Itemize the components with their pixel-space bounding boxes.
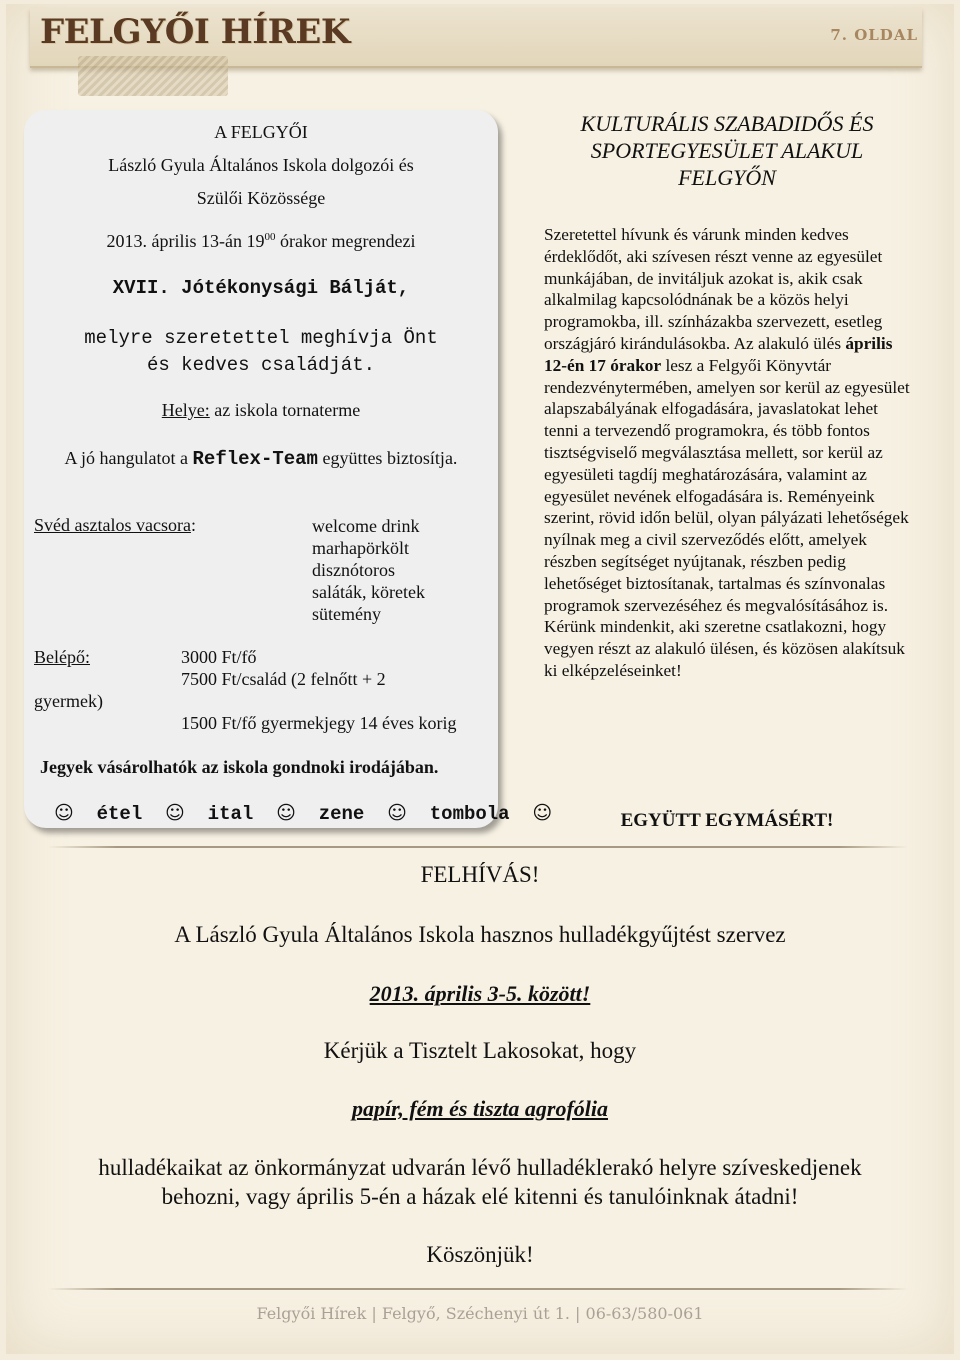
- band-name: Reflex-Team: [192, 448, 318, 470]
- buffet-item: marhapörkölt: [312, 538, 409, 558]
- club-article-title: KULTURÁLIS SZABADIDŐS ÉS SPORTEGYESÜLET ALAKUL FELGYŐN: [580, 111, 874, 190]
- call-line-1: A László Gyula Általános Iskola hasznos hulladékgyűjtést szervez: [174, 922, 786, 947]
- org-line-1: A FELGYŐI: [214, 122, 308, 142]
- buffet-colon: :: [190, 515, 196, 535]
- club-body-part-2: lesz a Felgyői Könyvtár rendezvénytermében, amelyen sor kerül az egyesület alapszabályának elfogadására, javaslatokat lehet tenni a tervezendő programokra, és több fontos tisztségviselő megválasztása mellett, sor kerül az egyesületi tagdíj meghatározására, valamint az egyesület nevének elfogadására is. Reményeink szerint, rövid időn belül, olyan pályázati lehetőségek nyílnak meg a civil szerveződés előtt, amelyek részben segítséget nyújtanak, részben pedig lehetőséget biztosítanak, tartalmas és színvonalas programok szervezéséhez és megvalósításához is. Kérünk mindenkit, aki szeretne csatlakozni, hogy vegyen részt az alakuló ülésen, és közösen alakítsuk ki elképzeléseinket!: [544, 355, 910, 680]
- price-family-cont: gyermek): [34, 691, 103, 711]
- footer-contact: Felgyői Hírek | Felgyő, Széchenyi út 1. | 06-63/580-061: [256, 1304, 704, 1323]
- buffet-item: disznótoros: [312, 560, 395, 580]
- call-line-4: behozni, vagy április 5-én a házak elé kitenni és tanulóinknak átadni!: [161, 1184, 799, 1209]
- org-line-2: László Gyula Általános Iskola dolgozói és: [108, 155, 414, 175]
- smiley-icon: ☺: [532, 802, 553, 824]
- event-date-sup: 00: [264, 231, 276, 243]
- event-name: XVII. Jótékonysági Bálját,: [112, 277, 410, 299]
- music-line: [24, 448, 498, 470]
- feature-food: étel: [96, 803, 143, 825]
- venue-label: Helye:: [161, 400, 210, 420]
- feature-music: zene: [318, 803, 365, 825]
- call-line-3: hulladékaikat az önkormányzat udvarán lévő hulladéklerakó helyre szíveskedjenek: [98, 1155, 862, 1180]
- event-date-main: 2013. április 13-án 19: [106, 231, 265, 251]
- price-family: 7500 Ft/család (2 felnőtt + 2: [181, 669, 386, 689]
- smiley-icon: ☺: [276, 802, 296, 824]
- price-adult: 3000 Ft/fő: [181, 647, 257, 667]
- buffet-item: welcome drink: [312, 516, 420, 536]
- invite-line-1: melyre szeretettel meghívja Önt: [84, 327, 438, 349]
- collected-materials: papír, fém és tiszta agrofólia: [351, 1096, 609, 1121]
- ball-invitation-box: [24, 110, 553, 828]
- buffet-menu: [312, 515, 425, 625]
- call-line-2: Kérjük a Tisztelt Lakosokat, hogy: [323, 1038, 637, 1063]
- ticket-info: Jegyek vásárolhatók az iskola gondnoki irodájában.: [40, 757, 439, 777]
- page-number: 7. OLDAL: [830, 26, 918, 44]
- section-divider: [48, 846, 908, 848]
- event-date-post: órakor megrendezi: [275, 231, 416, 251]
- price-child: 1500 Ft/fő gyermekjegy 14 éves korig: [181, 713, 457, 733]
- music-pre: A jó hangulatot a: [64, 448, 193, 468]
- smiley-icon: ☺: [165, 802, 185, 824]
- club-motto: EGYÜTT EGYMÁSÉRT!: [620, 810, 834, 831]
- club-body-part-1: Szeretettel hívunk és várunk minden kedves érdeklődőt, aki szívesen részt venne az egyesület munkájában, de invitáljuk azokat is, akik csak alkalmilag kapcsolódnának be a közös helyi programokba, ill. színházakba szervezett, esetleg országjáró kirándulásokba. Az alakuló ülés: [544, 225, 883, 353]
- smiley-icon: ☺: [54, 802, 74, 824]
- club-article-body: [544, 224, 912, 682]
- event-date: [24, 231, 498, 252]
- venue-text: az iskola tornaterme: [209, 400, 361, 420]
- entry-label: Belépő:: [34, 647, 90, 667]
- venue: [24, 400, 498, 421]
- feature-drink: ital: [207, 803, 254, 825]
- collection-dates: 2013. április 3-5. között!: [369, 981, 591, 1006]
- footer-divider: [48, 1288, 908, 1290]
- stamp-decoration: [78, 56, 228, 96]
- org-line-3: Szülői Közössége: [196, 188, 326, 208]
- thanks: Köszönjük!: [426, 1242, 534, 1267]
- buffet-label: [34, 515, 196, 536]
- buffet-item: saláták, köretek: [312, 582, 425, 602]
- masthead-title: FELGYŐI HÍREK: [40, 12, 350, 52]
- invite-line-2: és kedves családját.: [146, 354, 376, 376]
- club-body-bold: április 12-én 17 órakor: [544, 333, 893, 375]
- smiley-icon: ☺: [387, 802, 407, 824]
- features-line: [54, 802, 552, 825]
- music-post: együttes biztosítja.: [317, 448, 458, 468]
- feature-raffle: tombola: [429, 803, 510, 825]
- buffet-label-text: Svéd asztalos vacsora: [34, 515, 191, 535]
- call-heading: FELHÍVÁS!: [420, 862, 540, 887]
- buffet-item: sütemény: [312, 604, 381, 624]
